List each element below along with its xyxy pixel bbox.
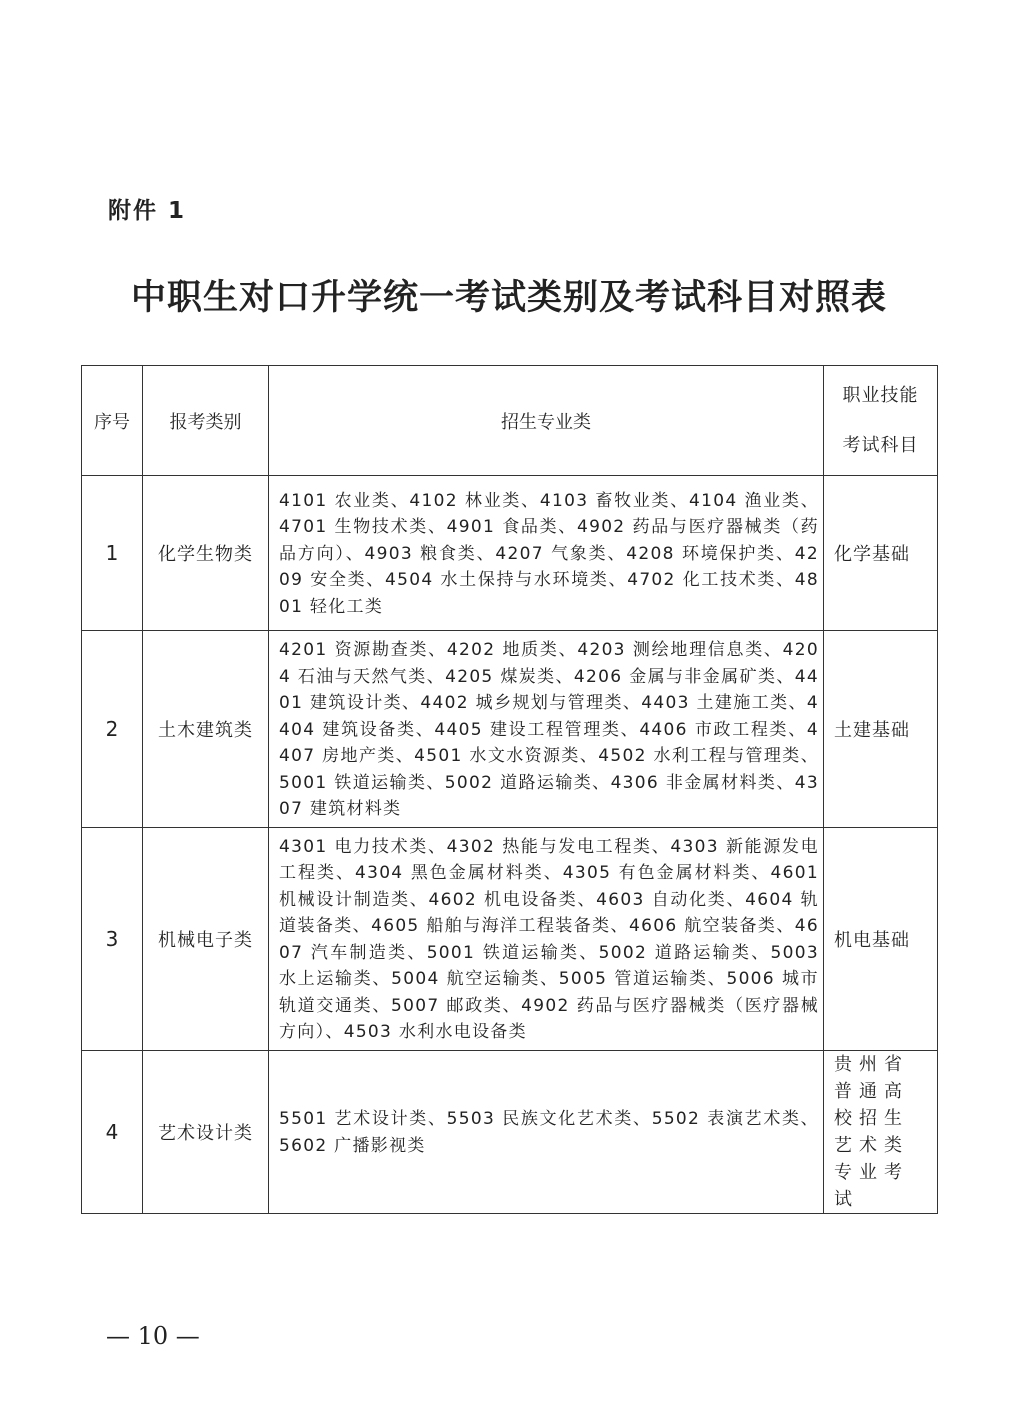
table-row	[82, 1050, 938, 1213]
major-list: 5501 艺术设计类、5503 民族文化艺术类、5502 表演艺术类、5602 广播影视类	[269, 1050, 824, 1213]
major-list: 4301 电力技术类、4302 热能与发电工程类、4303 新能源发电工程类、4304 黑色金属材料类、4305 有色金属材料类、4601 机械设计制造类、4602 机电设备类、4603 自动化类、4604 轨道装备类、4605 船舶与海洋工程装备类、4606 航空装备类、4607 汽车制造类、5001 铁道运输类、5002 道路运输类、5003 水上运输类、5004 航空运输类、5005 管道运输类、5006 城市轨道交通类、5007 邮政类、4902 药品与医疗器械类（医疗器械方向）、4503 水利水电设备类	[269, 827, 824, 1050]
header-skill-line2: 考试科目	[842, 434, 919, 456]
row-number: 2	[82, 631, 143, 828]
document-title: 中职生对口升学统一考试类别及考试科目对照表	[130, 277, 887, 318]
exam-category: 化学生物类	[143, 476, 269, 631]
header-skill-exam	[824, 366, 938, 476]
row-number: 3	[82, 827, 143, 1050]
exam-category-table	[81, 365, 938, 1214]
major-list: 4101 农业类、4102 林业类、4103 畜牧业类、4104 渔业类、4701 生物技术类、4901 食品类、4902 药品与医疗器械类（药品方向）、4903 粮食类、4207 气象类、4208 环境保护类、4209 安全类、4504 水土保持与水环境类、4702 化工技术类、4801 轻化工类	[269, 476, 824, 631]
table-row	[82, 827, 938, 1050]
page-number: — 10 —	[106, 1322, 200, 1350]
table-row	[82, 476, 938, 631]
header-no: 序号	[82, 366, 143, 476]
exam-category: 土木建筑类	[143, 631, 269, 828]
skill-exam-subject: 化学基础	[824, 476, 938, 631]
skill-exam-subject: 贵州省普通高校招生艺术类专业考试	[824, 1050, 938, 1213]
major-list: 4201 资源勘查类、4202 地质类、4203 测绘地理信息类、4204 石油与天然气类、4205 煤炭类、4206 金属与非金属矿类、4401 建筑设计类、4402 城乡规划与管理类、4403 土建施工类、4404 建筑设备类、4405 建设工程管理类、4406 市政工程类、4407 房地产类、4501 水文水资源类、4502 水利工程与管理类、5001 铁道运输类、5002 道路运输类、4306 非金属材料类、4307 建筑材料类	[269, 631, 824, 828]
attachment-label: 附件 1	[108, 198, 187, 224]
exam-category: 机械电子类	[143, 827, 269, 1050]
skill-exam-subject: 土建基础	[824, 631, 938, 828]
exam-category: 艺术设计类	[143, 1050, 269, 1213]
header-skill-line1: 职业技能	[842, 384, 919, 406]
row-number: 1	[82, 476, 143, 631]
header-category: 报考类别	[143, 366, 269, 476]
header-majors: 招生专业类	[269, 366, 824, 476]
row-number: 4	[82, 1050, 143, 1213]
skill-exam-subject: 机电基础	[824, 827, 938, 1050]
table-row	[82, 631, 938, 828]
table-header-row	[82, 366, 938, 476]
